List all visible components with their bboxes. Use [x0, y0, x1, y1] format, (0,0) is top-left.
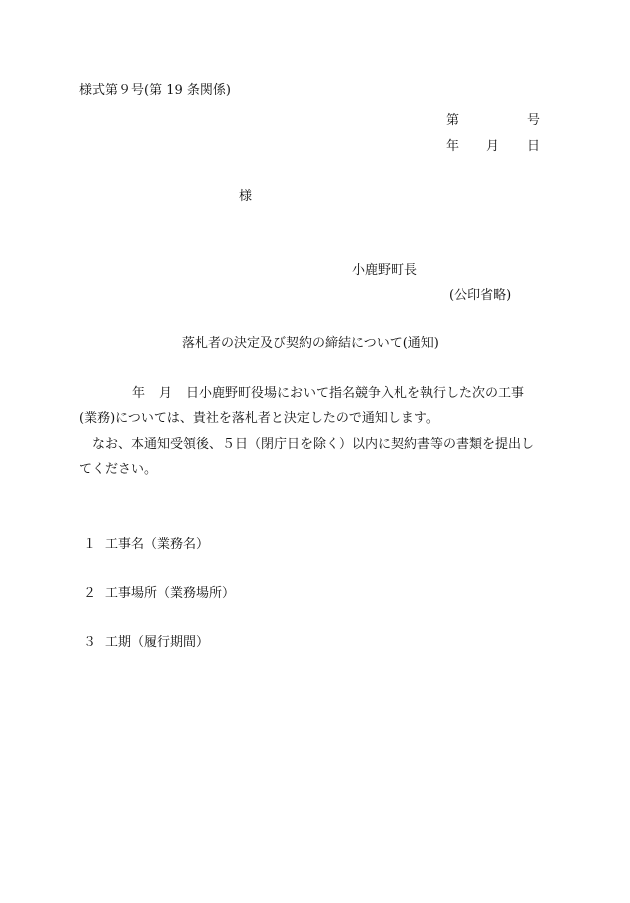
list-item-number: ２ [83, 586, 97, 601]
document-title: 落札者の決定及び契約の締結について(通知) [182, 336, 439, 351]
list-item-construction-location [83, 587, 235, 600]
list-item-construction-name [83, 538, 209, 551]
list-item-label: 工事場所（業務場所） [105, 586, 236, 601]
document-number-suffix: 号 [527, 113, 541, 128]
list-item-number: １ [83, 537, 97, 552]
body-paragraph-line-2: (業務)については、貴社を落札者と決定したので通知します。 [79, 411, 439, 426]
body-paragraph-line-1 [79, 387, 524, 400]
list-item-construction-period [83, 636, 209, 649]
body-line-3-text: なお、本通知受領後、５日（閉庁日を除く）以内に契約書等の書類を提出し [92, 437, 535, 452]
form-label: 様式第９号(第 19 条関係) [79, 83, 231, 98]
body-month-label: 月 [159, 386, 173, 401]
list-item-label: 工事名（業務名） [105, 537, 210, 552]
body-line-1-text: 日小鹿野町役場において指名競争入札を執行した次の工事 [186, 386, 525, 401]
document-number-prefix: 第 [446, 113, 460, 128]
body-paragraph-line-4: てください。 [79, 462, 158, 477]
addressee-honorific: 様 [239, 189, 253, 204]
seal-omitted-note: (公印省略) [449, 288, 512, 303]
date-month-label: 月 [486, 139, 500, 154]
body-year-label: 年 [132, 386, 146, 401]
sender-name: 小鹿野町長 [352, 263, 418, 278]
date-day-label: 日 [527, 139, 541, 154]
list-item-number: ３ [83, 635, 97, 650]
date-year-label: 年 [446, 139, 460, 154]
body-paragraph-line-3 [79, 438, 534, 451]
list-item-label: 工期（履行期間） [105, 635, 210, 650]
